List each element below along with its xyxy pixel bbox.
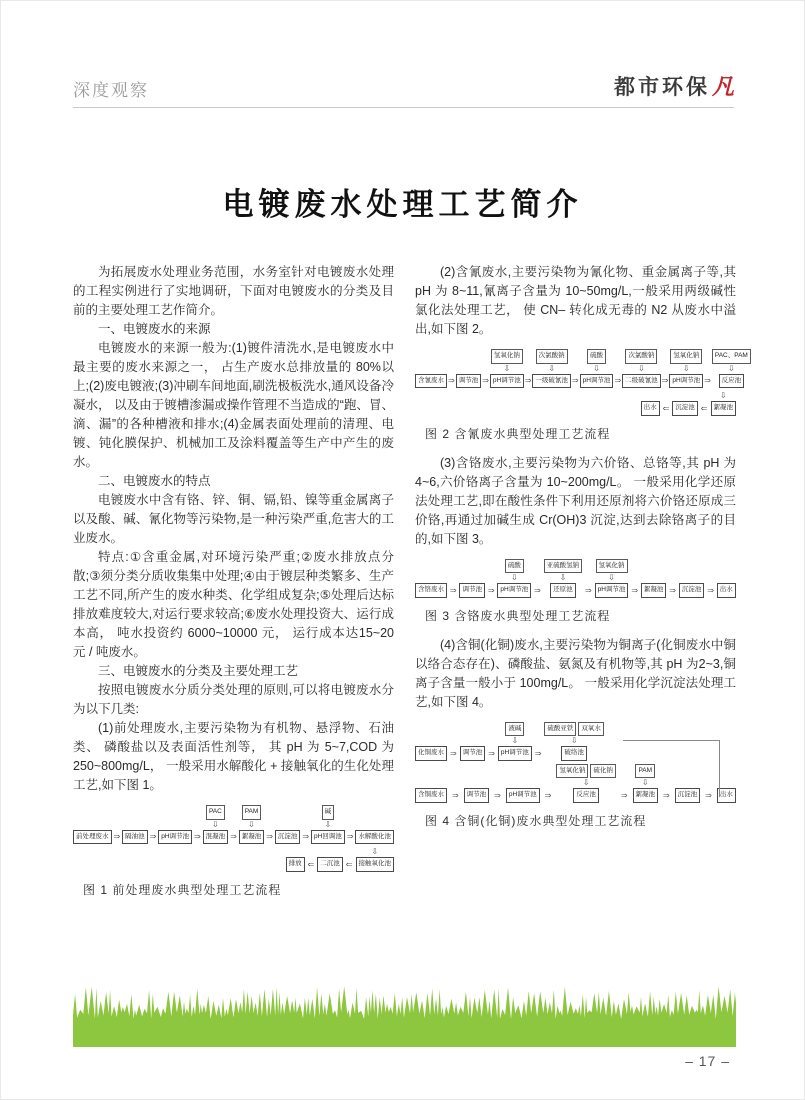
down-arrow-icon: ⇩ [719,391,727,400]
paragraph: 电镀废水中含有铬、锌、铜、镉,铅、镍等重金属离子以及酸、碱、氰化物等污染物,是一种污染严重,危害大的工业废水。 [73,493,394,545]
flow-inputs [670,349,702,364]
flow-step [459,583,485,598]
flow-box: 沉淀池 [675,788,701,803]
flow-inputs [556,764,616,779]
flow-step [544,559,583,598]
flow-input-box: 氢氧化钠 [596,559,628,574]
page-number: – 17 – [685,1053,730,1069]
paragraph: 为拓展废水处理业务范围，水务室针对电镀废水处理的工程实例进行了实地调研，下面对电镀废水的分类及目前的主要处理工艺作简介。 [73,265,394,317]
flow-box: 含铜废水 [415,788,447,803]
flowchart-copper [415,722,736,803]
down-arrow-icon: ⇩ [608,573,615,582]
flow-arrow-icon: ⇒ [631,585,639,595]
flow-step [456,374,482,389]
flow-inputs [242,805,262,820]
flow-arrow-icon: ⇐ [345,859,353,869]
flow-step [580,349,614,388]
flow-step [490,349,524,388]
figure-caption: 图 3 含铬废水典型处理工艺流程 [425,608,611,623]
flow-box: pH调节池 [497,583,531,598]
flow-step [641,583,667,598]
flow-box: 絮凝池 [641,583,667,598]
flow-arrow-icon: ⇒ [230,832,237,841]
flow-arrow-icon: ⇒ [149,832,157,841]
down-arrow-icon: ⇩ [510,573,518,582]
flow-box: 调节池 [460,746,486,761]
flow-step [73,830,112,845]
page-header [73,69,734,108]
flow-input-box: 双氧水 [578,722,604,737]
flow-step [669,349,703,388]
flow-row [73,847,394,872]
flow-step [356,847,395,872]
flow-box: 反应池 [573,788,599,803]
flow-arrow-icon: ⇒ [193,832,201,841]
flow-arrow-icon: ⇒ [534,748,542,758]
flow-step [497,559,531,598]
flow-input-box: 次氯酸钠 [536,349,568,364]
flow-arrow-icon: ⇒ [302,832,310,841]
flow-inputs [491,349,523,364]
flow-box: pH调节池 [580,374,614,389]
flow-arrow-icon: ⇒ [524,376,532,385]
flow-inputs [544,559,583,574]
down-arrow-icon: ⇩ [638,363,645,373]
flow-inputs [505,559,524,574]
flow-row [73,805,394,844]
down-arrow-icon: ⇩ [641,778,649,787]
flow-box: 含铬废水 [415,583,447,598]
flow-step [464,788,490,803]
flow-box: 前处理废水 [73,830,112,845]
flow-arrow-icon: ⇐ [307,859,315,869]
flow-step [415,746,447,761]
down-arrow-icon: ⇩ [371,847,379,856]
flow-step [158,830,192,845]
flow-arrow-icon: ⇒ [488,748,495,758]
flow-step [544,722,604,761]
flow-step [711,391,737,416]
grass-silhouette-icon [73,985,736,1047]
flow-box: pH调节池 [506,788,540,803]
flow-step [239,805,265,844]
flow-step [498,722,532,761]
flow-arrow-icon: ⇒ [448,376,455,385]
flow-arrow-icon: ⇐ [700,403,708,413]
flow-box: 混凝池 [203,830,229,845]
flow-box: 絮凝池 [711,401,737,416]
flow-box: 含氰废水 [415,374,447,389]
flow-step [275,830,301,845]
section-label: 深度观察 [73,81,149,100]
flow-box: 出水 [717,788,736,803]
brand [614,71,734,101]
flow-step [415,374,447,389]
down-arrow-icon: ⇩ [728,363,735,373]
figure-1 [73,805,394,900]
flow-inputs [505,722,524,737]
flowchart-pretreatment [73,805,394,872]
flow-box: 调节池 [459,583,485,598]
flow-input-box: 次氯酸钠 [625,349,657,364]
flow-input-box: 硫酸 [505,559,524,574]
flow-box: 还原池 [550,583,576,598]
flow-arrow-icon: ⇒ [266,832,273,841]
flow-row [415,391,736,416]
flow-connector-line [623,740,720,797]
flow-step [355,830,394,845]
flow-step [415,583,447,598]
section-heading: 三、电镀废水的分类及主要处理工艺 [98,664,299,678]
flow-input-box: 氢氧化钠 [670,349,702,364]
paragraph: (2)含氰废水,主要污染物为氰化物、重金属离子等,其 pH 为 8~11,氰离子含量为 10~50mg/L,一般采用两级碱性氯化法处理工艺， 使 CN– 转化成无毒的 N2 从废水中溢出,如下图 2。 [415,265,736,336]
down-arrow-icon: ⇩ [593,363,600,373]
flow-step [122,830,148,845]
flow-input-box: 硫化钠 [590,764,616,779]
flow-inputs [625,349,657,364]
flow-arrow-icon: ⇒ [614,376,622,385]
flow-input-box: PAC、PAM [712,349,751,364]
flow-arrow-icon: ⇒ [494,790,501,800]
flow-input-box: 硫酸 [587,349,606,364]
flow-box: 沉淀池 [672,401,698,416]
flow-box: 絮凝池 [633,788,659,803]
flow-box: 二沉池 [317,857,343,872]
paragraph: 电镀废水的来源一般为:(1)镀件清洗水,是电镀废水中最主要的废水来源之一， 占生产废水总排放量的 80%以上;(2)废电镀液;(3)冲刷车间地面,刷洗极板洗水,通风设备冷凝水， 以及由于镀槽渗漏或操作管理不当造成的“跑、冒、滴、漏”的各种槽液和排水;(4)金属表面处理前的清理、电镀、钝化膜保护、机械加工及涂料覆盖等生产中产生的废水。 [73,341,394,469]
figure-caption: 图 4 含铜(化铜)废水典型处理工艺流程 [425,813,647,828]
flow-step [317,857,343,872]
figure-caption: 图 2 含氰废水典型处理工艺流程 [425,426,611,441]
flow-inputs [206,805,225,820]
paragraph: (3)含铬废水,主要污染物为六价铬、总铬等,其 pH 为 4~6,六价铬离子含量为 10~200mg/L。 一般采用化学还原法处理工艺,即在酸性条件下利用还原剂将六价铬还原成三价铬,再通过加碱生成 Cr(OH)3 沉淀,达到去除铬离子的目的,如下图 3。 [415,455,736,546]
flow-box: pH调节池 [158,830,192,845]
flow-box: 化铜废水 [415,746,447,761]
flow-arrow-icon: ⇒ [113,832,121,841]
flow-input-box: 亚硫酸氢钠 [544,559,583,574]
flow-inputs [536,349,568,364]
flow-box: pH调节池 [595,583,629,598]
flow-arrow-icon: ⇒ [704,376,711,385]
section-heading: 一、电镀废水的来源 [98,322,211,336]
flow-step [672,401,698,416]
flow-step [286,857,305,872]
flow-arrow-icon: ⇒ [585,585,592,595]
brand-name: 都市环保 [613,76,710,99]
flowchart-cyanide [415,349,748,416]
flow-arrow-icon: ⇒ [544,790,552,800]
down-arrow-icon: ⇩ [582,778,590,787]
flow-step [595,559,629,598]
flow-input-box: 硫酸亚铁 [544,722,576,737]
flow-step [712,349,751,388]
paragraph: 按照电镀废水分质分类处理的原则,可以将电镀废水分为以下几类: [73,683,394,716]
flow-input-box: PAM [242,805,262,820]
flow-box: 破络池 [561,746,587,761]
flow-box: 接触氧化池 [356,857,395,872]
flow-box: 调节池 [456,374,482,389]
down-arrow-icon: ⇩ [570,736,578,745]
flow-box: 隔油池 [122,830,148,845]
flow-arrow-icon: ⇒ [662,790,670,800]
flow-arrow-icon: ⇒ [450,748,457,758]
flow-arrow-icon: ⇒ [620,790,628,800]
flow-arrow-icon: ⇒ [346,832,354,841]
down-arrow-icon: ⇩ [548,363,556,373]
figure-4 [415,722,736,831]
flow-step [556,764,616,803]
flow-box: pH调节池 [669,374,703,389]
figure-3 [415,559,736,626]
paragraph: 特点:①含重金属,对环境污染严重;②废水排放点分散;③须分类分质收集集中处理;④由于镀层种类繁多、生产工艺不同,所产生的废水种类、化学组成复杂;⑤处理后达标排放难度较大,对运行要求较高;⑥废水处理投资大、运行成本高， 吨水投资约 6000~10000 元， 运行成本达15~20 元 / 吨废水。 [73,550,394,659]
flow-box: 絮凝池 [239,830,265,845]
flow-inputs [587,349,606,364]
flow-step [460,746,486,761]
figure-2 [415,349,748,444]
flow-arrow-icon: ⇒ [482,376,489,385]
left-column [73,263,394,910]
flow-box: 二级破氰池 [622,374,661,389]
flow-arrow-icon: ⇒ [487,585,495,595]
flow-inputs [544,722,604,737]
flow-box: pH回调池 [311,830,345,845]
flow-arrow-icon: ⇒ [571,376,579,385]
section-heading: 二、电镀废水的特点 [98,474,211,488]
flow-input-box: PAM [635,764,655,779]
flow-box: pH调节池 [498,746,532,761]
flow-arrow-icon: ⇒ [661,376,669,385]
flow-arrow-icon: ⇒ [449,585,457,595]
grass-decoration [73,985,736,1047]
flow-step [717,583,736,598]
flow-input-box: PAC [206,805,225,820]
flow-input-box: 碱 [322,805,335,820]
flow-arrow-icon: ⇒ [705,790,712,800]
flow-step [532,349,571,388]
flow-arrow-icon: ⇒ [451,790,459,800]
flow-arrow-icon: ⇒ [534,585,541,595]
flowchart-chromium [415,559,736,598]
flow-inputs [712,349,751,364]
flow-step [641,401,660,416]
flow-step [311,805,345,844]
flow-arrow-icon: ⇒ [707,585,714,595]
down-arrow-icon: ⇩ [324,819,332,829]
flow-box: 沉淀池 [275,830,301,845]
brand-logo-icon: 凡 [711,74,734,100]
flow-inputs [322,805,335,820]
article-body [73,263,748,910]
right-column [415,263,748,910]
down-arrow-icon: ⇩ [503,363,511,373]
flow-step [415,788,447,803]
down-arrow-icon: ⇩ [212,819,219,829]
paragraph: (4)含铜(化铜)废水,主要污染物为铜离子(化铜废水中铜以络合态存在)、磷酸盐、氨氮及有机物等,其 pH 为2~3,铜离子含量一般小于 100mg/L。 一般采用化学沉淀法处理工艺,如下图 4。 [415,637,736,709]
flow-input-box: 液碱 [505,722,524,737]
flow-row [415,559,736,598]
flow-box: 一级破氰池 [532,374,571,389]
down-arrow-icon: ⇩ [248,819,255,829]
flow-box: pH调节池 [490,374,524,389]
down-arrow-icon: ⇩ [559,573,567,582]
flow-step [203,805,229,844]
flow-arrow-icon: ⇐ [662,403,670,413]
flow-box: 调节池 [464,788,490,803]
article-title: 电镀废水处理工艺简介 [222,187,583,222]
flow-box: 反应池 [719,374,745,389]
flow-input-box: 氢氧化钠 [491,349,523,364]
flow-row [415,349,748,388]
flow-step [622,349,661,388]
flow-arrow-icon: ⇒ [669,585,676,595]
flow-box: 水解酸化池 [355,830,394,845]
flow-box: 出水 [717,583,736,598]
flow-box: 沉淀池 [679,583,705,598]
figure-caption: 图 1 前处理废水典型处理工艺流程 [83,882,282,897]
flow-box: 出水 [641,401,660,416]
flow-inputs [596,559,628,574]
flow-input-box: 氢氧化钠 [556,764,588,779]
flow-step [506,788,540,803]
flow-step [679,583,705,598]
paragraph: (1)前处理废水,主要污染物为有机物、悬浮物、石油类、 磷酸盐以及表面活性剂等， 其 pH 为 5~7,COD 为250~800mg/L， 一般采用水解酸化 + 接触氧化的生化处理工艺,如下图 1。 [73,721,394,792]
flow-box: 排放 [286,857,305,872]
down-arrow-icon: ⇩ [511,736,519,745]
down-arrow-icon: ⇩ [682,363,690,373]
